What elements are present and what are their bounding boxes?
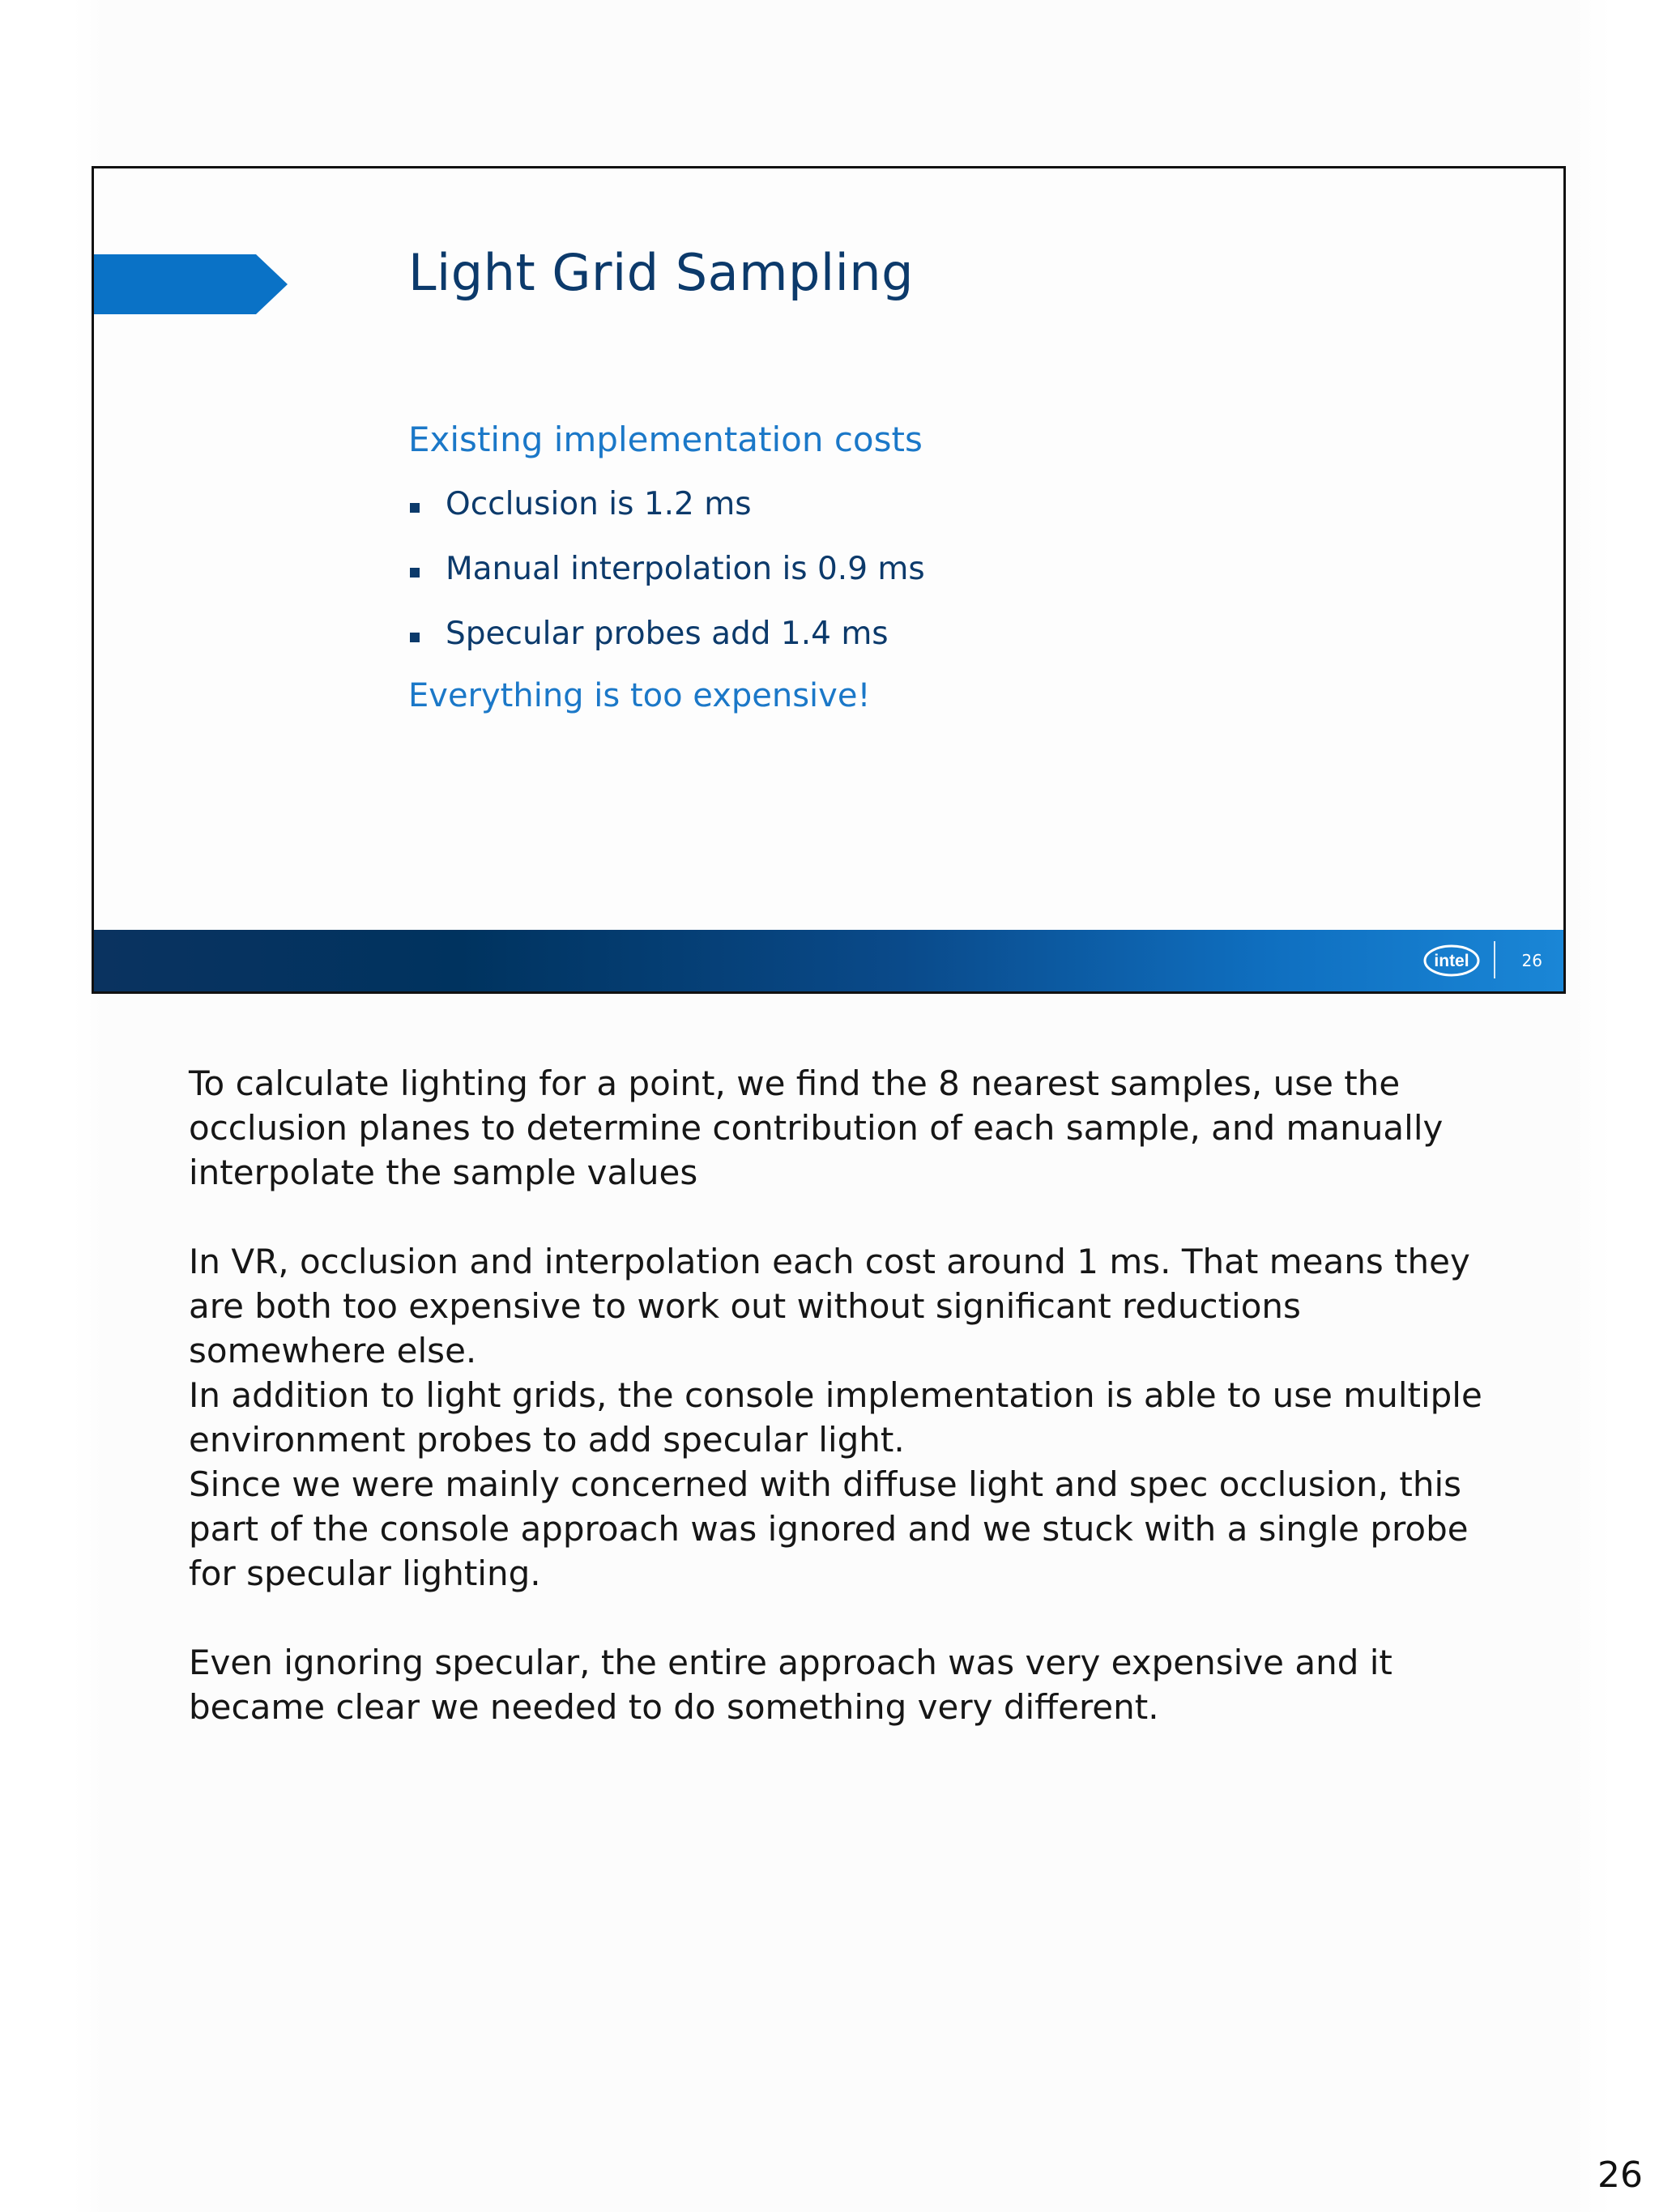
slide-number: 26 xyxy=(1521,951,1542,970)
bullet-text: Manual interpolation is 0.9 ms xyxy=(446,551,925,587)
page-number: 26 xyxy=(1597,2154,1643,2196)
square-bullet-icon xyxy=(410,503,420,513)
square-bullet-icon xyxy=(410,568,420,578)
bullet-text: Specular probes add 1.4 ms xyxy=(446,616,889,652)
slide-subhead: Existing implementation costs xyxy=(408,420,923,459)
slide-footer-bar xyxy=(94,930,1563,991)
bullet-item xyxy=(408,486,925,551)
notes-paragraph: Since we were mainly concerned with diffuse light and spec occlusion, this part of the console approach was ignored and we stuck with a single probe for specular lighting. xyxy=(189,1464,1469,1593)
notes-paragraph: Even ignoring specular, the entire approach was very expensive and it became clear we needed to do something very different. xyxy=(189,1643,1392,1727)
square-bullet-icon xyxy=(410,633,420,642)
bullet-item xyxy=(408,551,925,616)
notes-paragraph: In VR, occlusion and interpolation each cost around 1 ms. That means they are both too expensive to work out without significant reductions somewhere else. xyxy=(189,1242,1470,1370)
intel-logo-icon xyxy=(1421,941,1482,980)
slide-title: Light Grid Sampling xyxy=(408,243,914,302)
chevron-arrow-icon xyxy=(94,254,288,314)
bullet-text: Occlusion is 1.2 ms xyxy=(446,486,752,522)
notes-paragraph: In addition to light grids, the console implementation is able to use multiple environment probes to add specular light. xyxy=(189,1375,1482,1460)
speaker-notes xyxy=(189,1061,1501,1729)
intel-logo-text: intel xyxy=(1434,952,1469,970)
slide-image xyxy=(92,166,1566,994)
slide-conclusion: Everything is too expensive! xyxy=(408,677,871,714)
bullet-list xyxy=(408,486,925,680)
bullet-item xyxy=(408,616,925,680)
notes-paragraph: To calculate lighting for a point, we find the 8 nearest samples, use the occlusion planes to determine contribution of each sample, and manually interpolate the sample values xyxy=(189,1063,1444,1192)
footer-divider xyxy=(1494,941,1495,978)
